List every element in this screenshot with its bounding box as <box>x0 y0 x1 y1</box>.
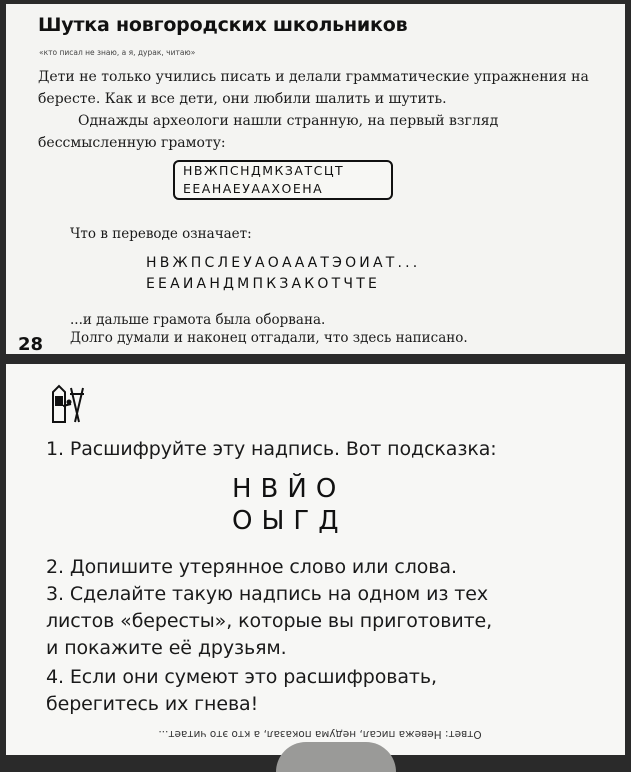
solved-note: Долго думали и наконец отгадали, что здесь написано. <box>70 330 468 346</box>
torn-note: ...и дальше грамота была оборвана. <box>70 312 326 328</box>
task-2: 2. Допишите утерянное слово или слова. <box>46 556 457 578</box>
task-1: 1. Расшифруйте эту надпись. Вот подсказка: <box>46 438 497 460</box>
find-paragraph: Однажды археологи нашли странную, на первый взгляд бессмысленную грамоту: <box>38 113 499 151</box>
page-smudge <box>276 742 396 772</box>
intro-paragraph: Дети не только учились писать и делали грамматические упражнения на бересте. Как и все дети, они любили шалить и шутить. <box>38 69 589 107</box>
hint-line-1: НВЙО <box>232 474 346 504</box>
top-page-photo <box>6 4 625 354</box>
page-number: 28 <box>18 334 44 355</box>
transcription-line-1: НВЖПСЛЕУАОАААТЭОИАТ... <box>146 255 421 271</box>
page-title: Шутка новгородских школьников <box>38 14 408 36</box>
task-4-line-2: берегитесь их гнева! <box>46 693 259 715</box>
task-3-line-3: и покажите её друзьям. <box>46 637 287 659</box>
task-3-line-2: листов «бересты», которые вы приготовите, <box>46 610 493 632</box>
meaning-label: Что в переводе означает: <box>70 226 252 242</box>
task-4-line-1: 4. Если они сумеют это расшифровать, <box>46 666 437 688</box>
birchbark-scroll <box>173 160 393 200</box>
easel-painter-icon <box>49 384 85 424</box>
upside-down-answer: Ответ: Невежа писал, недума показал, а кто это читает... <box>158 728 482 740</box>
scroll-line-1: НВЖПСНДМКЗАТСЦТ <box>183 163 345 178</box>
hint-line-2: ОЫГД <box>232 506 348 536</box>
page-subtitle: «кто писал не знаю, а я, дурак, читаю» <box>39 48 196 57</box>
bottom-page-photo <box>6 364 625 755</box>
scroll-line-2: ЕЕАНАЕУААХОЕНА <box>183 181 324 196</box>
task-3-line-1: 3. Сделайте такую надпись на одном из тех <box>46 583 488 605</box>
transcription-line-2: ЕЕАИАНДМПКЗАКОТЧТЕ <box>146 276 380 292</box>
